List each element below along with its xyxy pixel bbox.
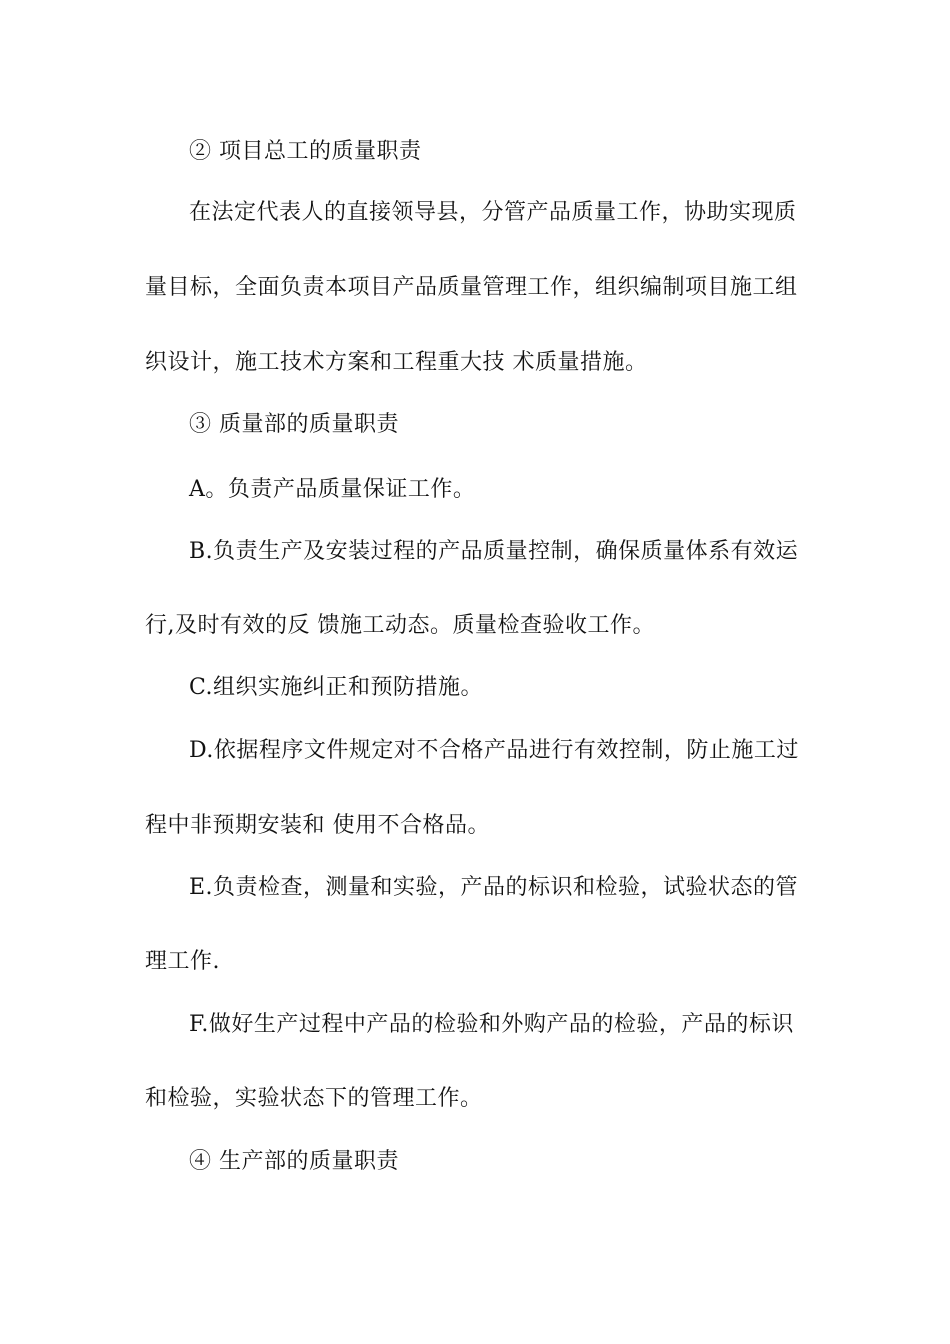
list-item-d-continued: 程中非预期安装和 使用不合格品。 — [145, 813, 490, 838]
list-item-a: A。负责产品质量保证工作。 — [189, 477, 476, 502]
paragraph-line: 量目标，全面负责本项目产品质量管理工作，组织编制项目施工组 — [145, 275, 798, 300]
list-item-b-continued: 行,及时有效的反 馈施工动态。质量检查验收工作。 — [145, 613, 655, 638]
list-item-c: C.组织实施纠正和预防措施。 — [189, 675, 484, 700]
section-heading-quality-dept: ③ 质量部的质量职责 — [189, 412, 399, 437]
list-item-d: D.依据程序文件规定对不合格产品进行有效控制，防止施工过 — [189, 738, 799, 763]
list-item-e-continued: 理工作. — [145, 949, 220, 974]
list-item-f: F.做好生产过程中产品的检验和外购产品的检验，产品的标识 — [189, 1012, 794, 1037]
list-item-f-continued: 和检验，实验状态下的管理工作。 — [145, 1086, 483, 1111]
list-item-b: B.负责生产及安装过程的产品质量控制，确保质量体系有效运 — [189, 539, 799, 564]
section-heading-production-dept: ④ 生产部的质量职责 — [189, 1149, 399, 1174]
paragraph-line: 在法定代表人的直接领导县，分管产品质量工作，协助实现质 — [189, 200, 797, 225]
section-heading-chief-engineer: ② 项目总工的质量职责 — [189, 139, 422, 164]
paragraph-line: 织设计，施工技术方案和工程重大技 术质量措施。 — [145, 350, 648, 375]
list-item-e: E.负责检查，测量和实验，产品的标识和检验，试验状态的管 — [189, 875, 799, 900]
